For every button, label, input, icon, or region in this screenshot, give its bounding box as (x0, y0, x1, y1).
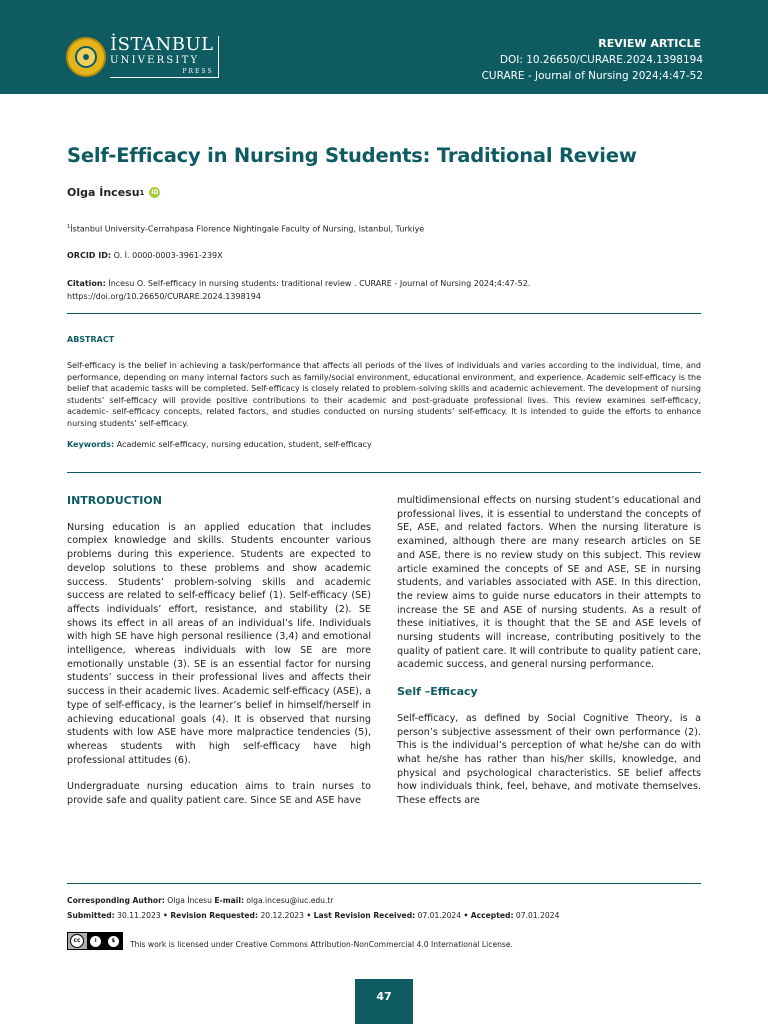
last-revision-date: 07.01.2024 (417, 911, 462, 920)
section-heading-introduction: INTRODUCTION (67, 494, 162, 507)
abstract-heading: ABSTRACT (67, 335, 115, 344)
divider (67, 313, 701, 314)
corr-name: Olga İncesu (167, 896, 212, 905)
keywords (67, 440, 372, 449)
author-name: Olga İncesu (67, 186, 140, 199)
body-right-column (397, 494, 701, 821)
citation-text: İncesu O. Self-efficacy in nursing students: traditional review . CURARE - Journal of Nursing 2024;4:47-52. https://doi.org/10.26650/CURARE.2024.1398194 (67, 279, 531, 301)
journal-info: CURARE - Journal of Nursing 2024;4:47-52 (481, 70, 703, 82)
submission-dates (67, 911, 559, 920)
orcid-value[interactable]: O. İ. 0000-0003-3961-239X (113, 251, 223, 260)
affiliation-text: İstanbul University-Cerrahpasa Florence Nightingale Faculty of Nursing, Istanbul, Turkiye (70, 224, 425, 234)
accepted-label: Accepted: (470, 911, 514, 920)
last-revision-label: Last Revision Received: (313, 911, 416, 920)
author-sup: 1 (139, 188, 145, 197)
section-heading-self-efficacy: Self –Efficacy (397, 685, 478, 699)
bullet: • (163, 911, 168, 920)
publisher-logo (66, 36, 219, 78)
orcid-label: ORCID ID: (67, 251, 112, 260)
article-meta (482, 36, 703, 84)
citation (67, 277, 703, 303)
cc-by-nc-icon[interactable]: cc i $ (67, 932, 123, 950)
logo-line3: PRESS (182, 68, 214, 75)
bullet: • (463, 911, 469, 920)
keywords-text: Academic self-efficacy, nursing education, student, self-efficacy (116, 440, 372, 449)
intro-paragraph-1: Nursing education is an applied education that includes complex knowledge and skills. Students encounter various problems during this experience. Students are expected to develop solutions to these problems and show academic success. Students’ problem-solving skills and academic success are related to self-efficacy belief (1). Self-efficacy (SE) affects individuals’ effort, resistance, and stability (2). SE shows its effect in all areas of an individual’s life. Individuals with high SE have high personal resilience (3,4) and emotional intelligence, whereas individuals with low SE are more emotionally unstable (3). SE is an essential factor for nursing students’ success in their professional lives and affects their success in their academic lives. Academic self-efficacy (ASE), a type of self-efficacy, is the learner’s belief in himself/herself in achieving educational goals (4). It is observed that nursing students with low ASE have more malpractice tendencies (5), whereas students with high self-efficacy have high professional attitudes (6). (67, 521, 371, 766)
doi-text[interactable]: DOI: 10.26650/CURARE.2024.1398194 (499, 54, 703, 66)
keywords-label: Keywords: (67, 440, 115, 449)
logo-name: İSTANBUL (110, 34, 214, 55)
affiliation-sup: 1 (67, 224, 71, 230)
license-line (67, 932, 513, 950)
author-line (67, 186, 160, 199)
intro-paragraph-2: Undergraduate nursing education aims to train nurses to provide safe and quality patient care. Since SE and ASE have (67, 781, 371, 807)
email-label: E-mail: (214, 896, 244, 905)
self-efficacy-paragraph: Self-efficacy, as defined by Social Cognitive Theory, is a person’s subjective assessment of their own performance (2). This is the individual’s perception of what he/she can do with what he/she has rather than his/her skills, knowledge, and physical and psychological characteristics. SE belief affects how individuals think, feel, behave, and motivate themselves. These effects are (397, 712, 701, 807)
orcid-line (67, 251, 223, 260)
revision-requested-date: 20.12.2023 (260, 911, 304, 920)
affiliation (67, 224, 424, 234)
citation-label: Citation: (67, 279, 106, 288)
corresponding-author (67, 896, 334, 905)
abstract-text: Self-efficacy is the belief in achieving a task/performance that affects all periods of the lives of individuals and varies according to the individual, time, and performance, depending on many internal factors such as family/social environment, educational environment, and experience. Academic self-efficacy is the belief that academic tasks will be completed. Self-efficacy is closely related to problem-solving skills and academic achievement. The development of nursing students’ self-efficacy will provide positive contributions to their academic and post-graduate professional lives. This review examines self-efficacy, academic- self-efficacy concepts, related factors, and studies conducted on nursing students’ self-efficacy. It is intended to guide the efforts to enhance nursing students’ self-efficacy. (67, 361, 701, 428)
university-seal-icon (66, 37, 106, 77)
divider (67, 472, 701, 473)
corr-label: Corresponding Author: (67, 896, 165, 905)
journal-header (0, 0, 768, 94)
accepted-date: 07.01.2024 (515, 911, 560, 920)
page-number: 47 (355, 979, 413, 1024)
submitted-label: Submitted: (67, 911, 115, 920)
article-title: Self-Efficacy in Nursing Students: Traditional Review (67, 144, 637, 167)
submitted-date: 30.11.2023 (117, 911, 161, 920)
bullet: • (306, 911, 312, 920)
divider (67, 883, 701, 884)
revision-requested-label: Revision Requested: (170, 911, 259, 920)
intro-paragraph-3: multidimensional effects on nursing student’s educational and professional lives, it is essential to understand the concepts of SE, ASE, and related factors. When the nursing literature is examined, although there are many research articles on SE and ASE, there is no review study on this subject. This review article examined the concepts of SE and ASE, SE in nursing students, and variables associated with ASE. In this direction, the review aims to guide nurse educators in their attempts to increase the SE and ASE of nursing students. As a result of these initiatives, it is thought that the SE and ASE levels of nursing students will increase, contributing positively to the quality of patient care. It will contribute to quality patient care, academic success, and general nursing performance. (397, 495, 701, 671)
body-left-column (67, 494, 371, 821)
license-text: This work is licensed under Creative Commons Attribution-NonCommercial 4.0 International License. (130, 939, 513, 949)
email-link[interactable]: olga.incesu@iuc.edu.tr (246, 896, 334, 905)
article-type: REVIEW ARTICLE (598, 37, 701, 50)
orcid-icon[interactable]: iD (151, 189, 159, 196)
logo-line2: UNIVERSITY (110, 55, 200, 66)
